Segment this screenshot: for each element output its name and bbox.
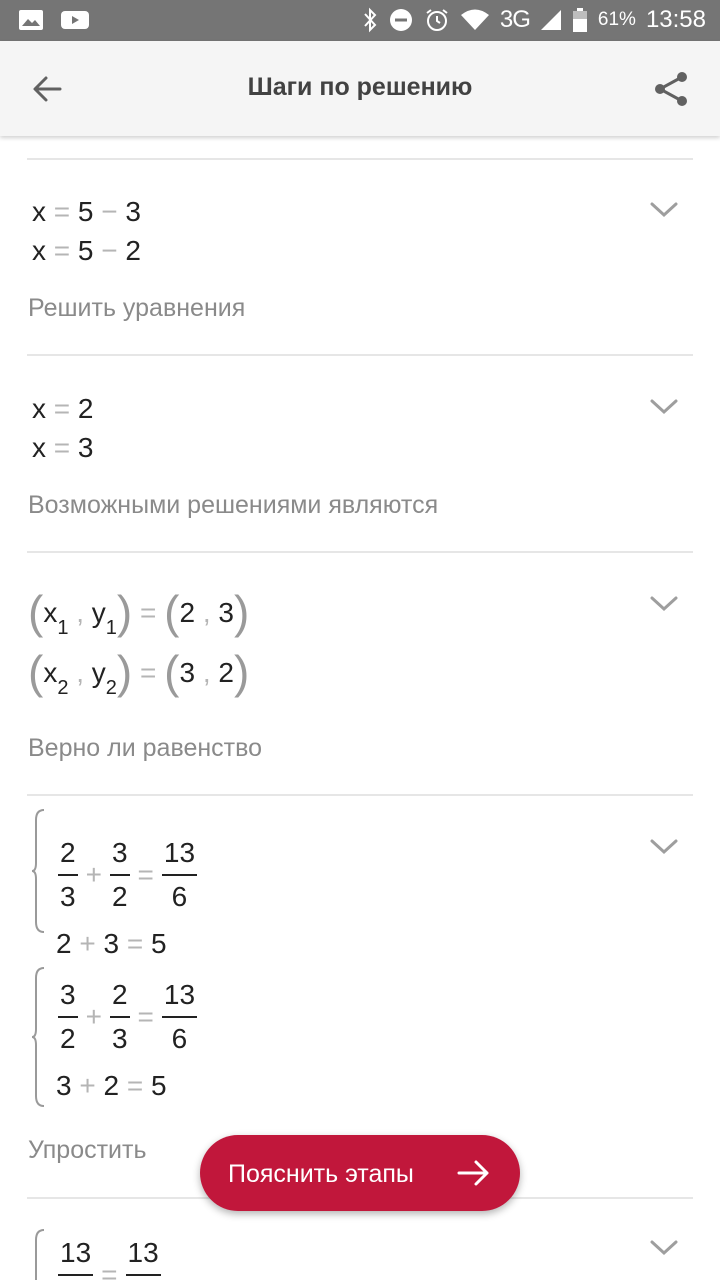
explain-steps-label: Пояснить этапы <box>228 1160 414 1188</box>
left-brace <box>32 1228 46 1280</box>
equation-line: 3 + 2 = 5 <box>56 1070 167 1101</box>
battery-percent: 61% <box>597 9 636 30</box>
divider <box>27 158 693 160</box>
clock: 13:58 <box>645 6 706 33</box>
chevron-down-icon[interactable] <box>648 1238 680 1258</box>
explain-steps-button[interactable] <box>200 1135 520 1211</box>
step-caption: Верно ли равенство <box>28 734 263 762</box>
dnd-icon <box>388 7 414 33</box>
chevron-down-icon[interactable] <box>648 200 680 220</box>
alarm-icon <box>424 7 450 33</box>
app-bar <box>0 41 720 136</box>
wifi-icon <box>460 8 490 32</box>
signal-icon <box>540 9 562 31</box>
equation-line: 2 + 3 = 5 <box>56 928 167 959</box>
bluetooth-icon <box>362 7 378 33</box>
image-icon <box>18 8 44 32</box>
step-caption: Упростить <box>28 1136 147 1164</box>
share-button[interactable] <box>652 69 692 109</box>
youtube-icon <box>60 8 90 32</box>
arrow-right-icon <box>456 1157 492 1189</box>
share-icon <box>652 69 692 109</box>
equation-line: x = 5 − 3 <box>32 196 141 227</box>
equation-line: x = 5 − 2 <box>32 235 141 266</box>
status-bar <box>0 0 720 41</box>
fraction-equation: $\frac{3}{2}$ + $\frac{2}{3}$ = $\frac{13}{6}$ <box>60 979 196 1054</box>
page-title: Шаги по решению <box>247 73 473 101</box>
chevron-down-icon[interactable] <box>648 594 680 614</box>
divider <box>27 794 693 796</box>
step-caption: Решить уравнения <box>28 294 246 322</box>
divider <box>27 354 693 356</box>
battery-icon <box>572 7 588 33</box>
equation-line: x = 2 <box>32 393 94 424</box>
network-type: 3G <box>499 6 530 33</box>
chevron-down-icon[interactable] <box>648 397 680 417</box>
divider <box>27 551 693 553</box>
chevron-down-icon[interactable] <box>648 837 680 857</box>
left-brace <box>32 808 46 934</box>
pair-equation: ($x_1$ , $y_1) = (2$ , 3) <box>28 586 250 639</box>
steps-list <box>0 136 720 1280</box>
fraction-equation: $\frac{2}{3}$ + $\frac{3}{2}$ = $\frac{13}{6}$ <box>60 837 196 912</box>
fraction-equation: 13 = 13 <box>60 1237 159 1280</box>
pair-equation: ($x_2$ , $y_2) = (3$ , 2) <box>28 646 250 699</box>
left-brace <box>32 966 46 1108</box>
step-caption: Возможными решениями являются <box>28 491 439 519</box>
equation-line: x = 3 <box>32 432 94 463</box>
